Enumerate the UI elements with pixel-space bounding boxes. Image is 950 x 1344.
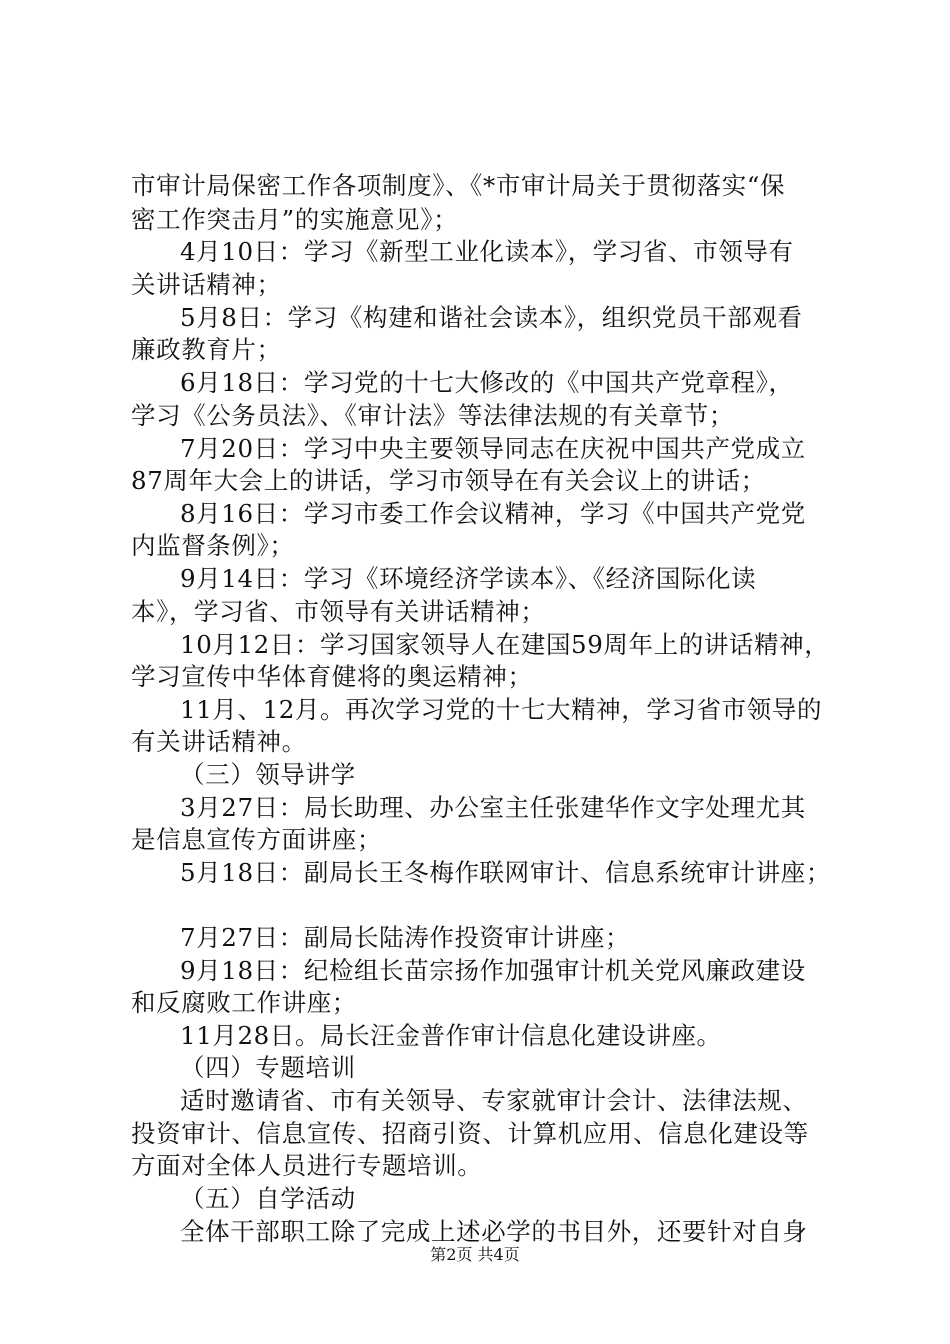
text-line: 3月27日：局长助理、办公室主任张建华作文字处理尤其 xyxy=(180,793,806,822)
text-line: 10月12日：学习国家领导人在建国59周年上的讲话精神， xyxy=(180,630,830,659)
text-line: 全体干部职工除了完成上述必学的书目外，还要针对自身 xyxy=(180,1217,808,1246)
section-heading: （三）领导讲学 xyxy=(180,760,356,789)
text-line: 内监督条例》； xyxy=(131,531,295,560)
text-line: 方面对全体人员进行专题培训。 xyxy=(131,1151,483,1180)
text-line: 密工作突击月”的实施意见》； xyxy=(131,205,459,234)
text-line: 9月18日：纪检组长苗宗扬作加强审计机关党风廉政建设 xyxy=(180,956,806,985)
text-line: 学习《公务员法》、《审计法》等法律法规的有关章节； xyxy=(131,401,734,430)
text-line: 87周年大会上的讲话，学习市领导在有关会议上的讲话； xyxy=(131,466,766,495)
section-heading: （五）自学活动 xyxy=(180,1184,356,1213)
text-line: 有关讲话精神。 xyxy=(131,727,307,756)
text-line: 廉政教育片； xyxy=(131,335,282,364)
text-line: 关讲话精神； xyxy=(131,270,282,299)
text-line: 适时邀请省、市有关领导、专家就审计会计、法律法规、 xyxy=(180,1086,808,1115)
text-line: 5月8日：学习《构建和谐社会读本》，组织党员干部观看 xyxy=(180,303,803,332)
text-line: 投资审计、信息宣传、招商引资、计算机应用、信息化建设等 xyxy=(131,1119,809,1148)
text-line: 9月14日：学习《环境经济学读本》、《经济国际化读 xyxy=(180,564,757,593)
section-heading: （四）专题培训 xyxy=(180,1053,356,1082)
text-line: 11月、12月。再次学习党的十七大精神，学习省市领导的 xyxy=(180,695,823,724)
text-line: 本》，学习省、市领导有关讲话精神； xyxy=(131,597,546,626)
text-line: 4月10日：学习《新型工业化读本》，学习省、市领导有 xyxy=(180,237,794,266)
text-line: 11月28日。局长汪金普作审计信息化建设讲座。 xyxy=(180,1021,722,1050)
text-line: 7月27日：副局长陆涛作投资审计讲座； xyxy=(180,923,631,952)
text-line: 5月18日：副局长王冬梅作联网审计、信息系统审计讲座； xyxy=(180,858,831,887)
text-line: 7月20日：学习中央主要领导同志在庆祝中国共产党成立 xyxy=(180,434,806,463)
text-line: 和反腐败工作讲座； xyxy=(131,988,357,1017)
text-line: 是信息宣传方面讲座； xyxy=(131,825,382,854)
text-line: 市审计局保密工作各项制度》、《*市审计局关于贯彻落实“保 xyxy=(131,171,786,200)
text-line: 学习宣传中华体育健将的奥运精神； xyxy=(131,662,533,691)
page-footer: 第2页 共4页 xyxy=(430,1245,520,1264)
text-line: 6月18日：学习党的十七大修改的《中国共产党章程》， xyxy=(180,368,794,397)
text-line: 8月16日：学习市委工作会议精神，学习《中国共产党党 xyxy=(180,499,806,528)
